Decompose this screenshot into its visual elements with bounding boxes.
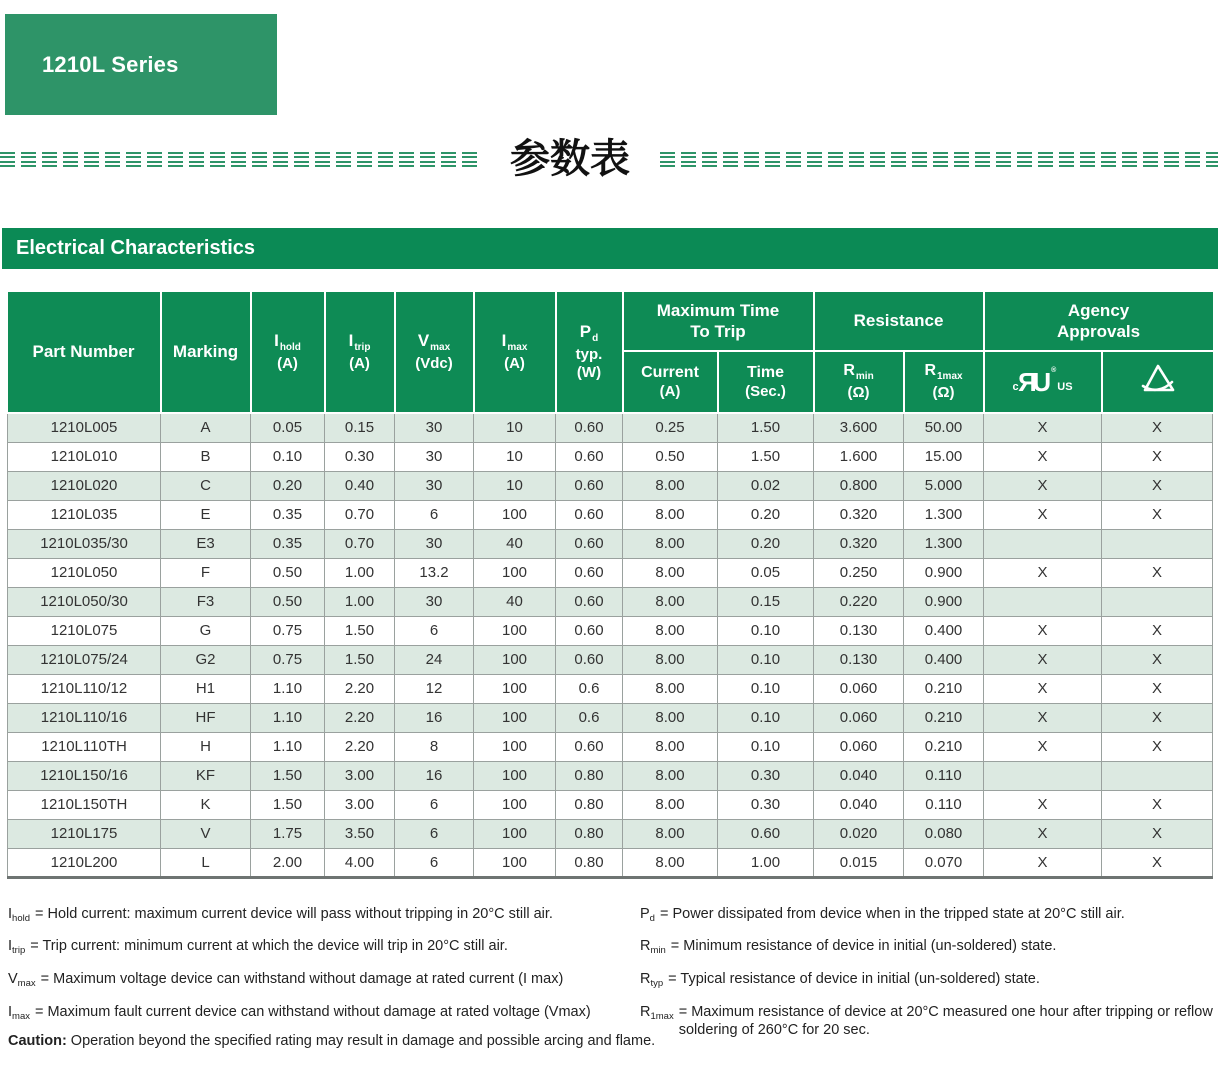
cell-v_max: 30 bbox=[395, 587, 474, 616]
dashed-rule-left bbox=[0, 152, 480, 167]
cell-tuv: X bbox=[1102, 616, 1213, 645]
cell-v_max: 30 bbox=[395, 442, 474, 471]
col-header-r-min: $R_{min}$ (Ω) bbox=[814, 351, 904, 413]
table-row bbox=[8, 587, 1213, 616]
cell-r_min: 0.130 bbox=[814, 645, 904, 674]
cell-i_trip: 0.70 bbox=[325, 500, 395, 529]
cell-trip_time: 0.60 bbox=[718, 819, 814, 848]
cell-part_number: 1210L050 bbox=[8, 558, 161, 587]
table-row bbox=[8, 761, 1213, 790]
cell-v_max: 6 bbox=[395, 790, 474, 819]
cell-part_number: 1210L110/16 bbox=[8, 703, 161, 732]
cell-r_1max: 0.110 bbox=[904, 790, 984, 819]
cell-i_hold: 0.05 bbox=[251, 413, 325, 442]
cell-ul: X bbox=[984, 413, 1102, 442]
cell-r_1max: 0.900 bbox=[904, 587, 984, 616]
cell-trip_current: 8.00 bbox=[623, 674, 718, 703]
cell-part_number: 1210L150/16 bbox=[8, 761, 161, 790]
cell-marking: G2 bbox=[161, 645, 251, 674]
cell-marking: K bbox=[161, 790, 251, 819]
cell-trip_current: 8.00 bbox=[623, 703, 718, 732]
cell-ul: X bbox=[984, 819, 1102, 848]
cell-v_max: 8 bbox=[395, 732, 474, 761]
cell-i_hold: 1.10 bbox=[251, 674, 325, 703]
cell-trip_current: 8.00 bbox=[623, 558, 718, 587]
cell-ul: X bbox=[984, 703, 1102, 732]
cell-part_number: 1210L110TH bbox=[8, 732, 161, 761]
cell-marking: C bbox=[161, 471, 251, 500]
cell-trip_time: 0.30 bbox=[718, 761, 814, 790]
cell-i_trip: 0.30 bbox=[325, 442, 395, 471]
page-title: 参数表 bbox=[510, 135, 630, 182]
cell-trip_current: 8.00 bbox=[623, 529, 718, 558]
cell-i_trip: 3.00 bbox=[325, 790, 395, 819]
cell-ul: X bbox=[984, 732, 1102, 761]
cell-i_hold: 2.00 bbox=[251, 848, 325, 877]
cell-trip_time: 1.00 bbox=[718, 848, 814, 877]
cell-r_1max: 50.00 bbox=[904, 413, 984, 442]
cell-r_min: 0.060 bbox=[814, 674, 904, 703]
table-row bbox=[8, 529, 1213, 558]
tuv-triangle-logo bbox=[1139, 363, 1177, 401]
cell-r_min: 0.060 bbox=[814, 732, 904, 761]
cell-marking: HF bbox=[161, 703, 251, 732]
cell-p_d: 0.60 bbox=[556, 413, 623, 442]
cell-i_hold: 0.75 bbox=[251, 645, 325, 674]
cell-trip_current: 8.00 bbox=[623, 848, 718, 877]
cell-p_d: 0.80 bbox=[556, 848, 623, 877]
cell-i_max: 100 bbox=[474, 645, 556, 674]
footnote-p-d: $P_d$ = Power dissipated from device when in the tripped state at 20°C still air. bbox=[640, 905, 1125, 924]
cell-r_1max: 5.000 bbox=[904, 471, 984, 500]
cell-marking: H bbox=[161, 732, 251, 761]
cell-p_d: 0.60 bbox=[556, 732, 623, 761]
cell-tuv: X bbox=[1102, 471, 1213, 500]
cell-ul bbox=[984, 761, 1102, 790]
cell-trip_current: 8.00 bbox=[623, 645, 718, 674]
cell-i_hold: 1.10 bbox=[251, 732, 325, 761]
col-header-r-1max: $R_{1max}$ (Ω) bbox=[904, 351, 984, 413]
cell-ul bbox=[984, 529, 1102, 558]
cell-i_trip: 4.00 bbox=[325, 848, 395, 877]
cell-i_trip: 2.20 bbox=[325, 732, 395, 761]
cell-i_trip: 1.00 bbox=[325, 558, 395, 587]
cell-p_d: 0.60 bbox=[556, 616, 623, 645]
cell-trip_time: 0.05 bbox=[718, 558, 814, 587]
cell-trip_time: 0.10 bbox=[718, 674, 814, 703]
cell-part_number: 1210L020 bbox=[8, 471, 161, 500]
cell-r_1max: 0.400 bbox=[904, 645, 984, 674]
caution-text: Operation beyond the specified rating may result in damage and possible arcing and flame. bbox=[70, 1033, 656, 1049]
col-header-tuv-approval bbox=[1102, 351, 1213, 413]
table-row bbox=[8, 819, 1213, 848]
table-row bbox=[8, 645, 1213, 674]
page-title-row bbox=[0, 133, 1218, 185]
cell-r_1max: 1.300 bbox=[904, 500, 984, 529]
cell-tuv: X bbox=[1102, 848, 1213, 877]
group-header-agency-approvals: Agency Approvals bbox=[984, 291, 1213, 351]
cell-trip_current: 0.25 bbox=[623, 413, 718, 442]
col-header-v-max: $V_{max}$ (Vdc) bbox=[395, 291, 474, 413]
cell-trip_time: 1.50 bbox=[718, 442, 814, 471]
cell-p_d: 0.60 bbox=[556, 471, 623, 500]
footnote-v-max: $V_{max}$ = Maximum voltage device can withstand without damage at rated current (I max) bbox=[8, 971, 564, 990]
table-row bbox=[8, 790, 1213, 819]
cell-trip_time: 0.02 bbox=[718, 471, 814, 500]
cell-v_max: 13.2 bbox=[395, 558, 474, 587]
caution-label: Caution: bbox=[8, 1033, 67, 1049]
cell-r_min: 0.130 bbox=[814, 616, 904, 645]
table-header bbox=[8, 291, 1213, 413]
cell-r_min: 0.320 bbox=[814, 500, 904, 529]
col-header-marking: Marking bbox=[161, 291, 251, 413]
cell-i_trip: 0.40 bbox=[325, 471, 395, 500]
col-header-ul-approval bbox=[984, 351, 1102, 413]
cell-ul: X bbox=[984, 442, 1102, 471]
cell-ul: X bbox=[984, 500, 1102, 529]
cell-i_max: 100 bbox=[474, 703, 556, 732]
cell-part_number: 1210L035/30 bbox=[8, 529, 161, 558]
cell-r_min: 0.320 bbox=[814, 529, 904, 558]
cell-i_max: 100 bbox=[474, 732, 556, 761]
group-header-max-time-to-trip: Maximum Time To Trip bbox=[623, 291, 814, 351]
series-badge-label: 1210L Series bbox=[42, 51, 179, 77]
cell-i_max: 40 bbox=[474, 529, 556, 558]
cell-i_trip: 0.15 bbox=[325, 413, 395, 442]
cell-i_hold: 1.50 bbox=[251, 790, 325, 819]
cell-tuv: X bbox=[1102, 500, 1213, 529]
cell-r_min: 0.040 bbox=[814, 790, 904, 819]
cell-v_max: 30 bbox=[395, 413, 474, 442]
cell-part_number: 1210L075 bbox=[8, 616, 161, 645]
cell-p_d: 0.60 bbox=[556, 558, 623, 587]
col-header-i-hold: $I_{hold}$ (A) bbox=[251, 291, 325, 413]
cell-trip_time: 0.10 bbox=[718, 703, 814, 732]
cell-i_hold: 1.75 bbox=[251, 819, 325, 848]
footnote-r-typ: $R_{typ}$ = Typical resistance of device in initial (un-soldered) state. bbox=[640, 971, 1040, 990]
cell-i_trip: 1.50 bbox=[325, 616, 395, 645]
col-header-i-max: $I_{max}$ (A) bbox=[474, 291, 556, 413]
cell-v_max: 24 bbox=[395, 645, 474, 674]
cell-part_number: 1210L175 bbox=[8, 819, 161, 848]
col-header-p-d: $P_d$ typ. (W) bbox=[556, 291, 623, 413]
footnote-i-trip: $I_{trip}$ = Trip current: minimum current at which the device will trip in 20°C still air. bbox=[8, 938, 508, 957]
cell-trip_time: 0.10 bbox=[718, 732, 814, 761]
cell-v_max: 6 bbox=[395, 819, 474, 848]
cell-tuv: X bbox=[1102, 819, 1213, 848]
cell-marking: B bbox=[161, 442, 251, 471]
cell-v_max: 30 bbox=[395, 529, 474, 558]
cell-i_max: 10 bbox=[474, 413, 556, 442]
cell-r_min: 3.600 bbox=[814, 413, 904, 442]
cell-trip_time: 0.20 bbox=[718, 529, 814, 558]
cell-tuv: X bbox=[1102, 790, 1213, 819]
cell-tuv: X bbox=[1102, 442, 1213, 471]
cell-v_max: 6 bbox=[395, 500, 474, 529]
cell-i_trip: 3.50 bbox=[325, 819, 395, 848]
cell-i_hold: 0.35 bbox=[251, 500, 325, 529]
cell-trip_current: 8.00 bbox=[623, 790, 718, 819]
cell-r_min: 0.060 bbox=[814, 703, 904, 732]
cell-i_hold: 0.20 bbox=[251, 471, 325, 500]
cell-part_number: 1210L035 bbox=[8, 500, 161, 529]
cell-i_max: 10 bbox=[474, 471, 556, 500]
cell-p_d: 0.6 bbox=[556, 674, 623, 703]
cell-v_max: 12 bbox=[395, 674, 474, 703]
cell-marking: F3 bbox=[161, 587, 251, 616]
cell-r_1max: 0.900 bbox=[904, 558, 984, 587]
cell-i_max: 40 bbox=[474, 587, 556, 616]
series-badge bbox=[5, 14, 277, 115]
cell-r_1max: 0.210 bbox=[904, 674, 984, 703]
cell-trip_current: 8.00 bbox=[623, 500, 718, 529]
cell-i_max: 100 bbox=[474, 616, 556, 645]
cell-i_hold: 1.10 bbox=[251, 703, 325, 732]
cell-tuv bbox=[1102, 761, 1213, 790]
cell-i_trip: 2.20 bbox=[325, 674, 395, 703]
cell-p_d: 0.80 bbox=[556, 790, 623, 819]
cell-p_d: 0.60 bbox=[556, 587, 623, 616]
table-row bbox=[8, 558, 1213, 587]
footnote-r-min: $R_{min}$ = Minimum resistance of device in initial (un-soldered) state. bbox=[640, 938, 1057, 957]
cell-r_min: 0.020 bbox=[814, 819, 904, 848]
cell-trip_time: 0.20 bbox=[718, 500, 814, 529]
cell-marking: E bbox=[161, 500, 251, 529]
cell-v_max: 16 bbox=[395, 761, 474, 790]
cell-r_1max: 15.00 bbox=[904, 442, 984, 471]
cell-trip_current: 8.00 bbox=[623, 819, 718, 848]
cell-ul: X bbox=[984, 616, 1102, 645]
table-row bbox=[8, 413, 1213, 442]
cell-part_number: 1210L050/30 bbox=[8, 587, 161, 616]
cell-r_min: 0.220 bbox=[814, 587, 904, 616]
footnote-i-max: $I_{max}$ = Maximum fault current device can withstand without damage at rated voltage (Vmax) bbox=[8, 1004, 591, 1023]
cell-r_1max: 0.210 bbox=[904, 703, 984, 732]
cell-r_min: 0.015 bbox=[814, 848, 904, 877]
table-row bbox=[8, 616, 1213, 645]
cell-i_max: 100 bbox=[474, 819, 556, 848]
table-row bbox=[8, 703, 1213, 732]
electrical-characteristics-table bbox=[7, 290, 1213, 879]
cell-marking: E3 bbox=[161, 529, 251, 558]
cell-i_trip: 1.00 bbox=[325, 587, 395, 616]
cell-v_max: 6 bbox=[395, 616, 474, 645]
cul-us-recognized-logo: c R U ® US bbox=[1012, 366, 1073, 397]
cell-p_d: 0.60 bbox=[556, 500, 623, 529]
cell-trip_current: 8.00 bbox=[623, 471, 718, 500]
cell-r_1max: 0.080 bbox=[904, 819, 984, 848]
cell-r_min: 1.600 bbox=[814, 442, 904, 471]
section-header bbox=[2, 228, 1218, 269]
cell-trip_time: 0.15 bbox=[718, 587, 814, 616]
footnote-i-hold: $I_{hold}$ = Hold current: maximum current device will pass without tripping in 20°C still air. bbox=[8, 905, 553, 924]
dashed-rule-right bbox=[660, 152, 1218, 167]
cell-marking: G bbox=[161, 616, 251, 645]
cell-p_d: 0.6 bbox=[556, 703, 623, 732]
cell-p_d: 0.80 bbox=[556, 761, 623, 790]
cell-i_trip: 1.50 bbox=[325, 645, 395, 674]
cell-r_min: 0.040 bbox=[814, 761, 904, 790]
col-header-trip-time: Time (Sec.) bbox=[718, 351, 814, 413]
cell-trip_time: 1.50 bbox=[718, 413, 814, 442]
table-row bbox=[8, 471, 1213, 500]
cell-tuv: X bbox=[1102, 558, 1213, 587]
section-header-label: Electrical Characteristics bbox=[16, 237, 256, 259]
cell-marking: H1 bbox=[161, 674, 251, 703]
cell-i_hold: 0.75 bbox=[251, 616, 325, 645]
caution-note bbox=[8, 1033, 1108, 1049]
cell-r_1max: 0.400 bbox=[904, 616, 984, 645]
cell-trip_current: 8.00 bbox=[623, 616, 718, 645]
cell-r_1max: 0.070 bbox=[904, 848, 984, 877]
cell-ul: X bbox=[984, 558, 1102, 587]
cell-tuv bbox=[1102, 587, 1213, 616]
table-row bbox=[8, 732, 1213, 761]
cell-i_hold: 0.50 bbox=[251, 587, 325, 616]
cell-tuv: X bbox=[1102, 732, 1213, 761]
cell-r_min: 0.250 bbox=[814, 558, 904, 587]
cell-trip_current: 8.00 bbox=[623, 732, 718, 761]
col-header-part-number: Part Number bbox=[8, 291, 161, 413]
table-row bbox=[8, 442, 1213, 471]
cell-i_max: 100 bbox=[474, 558, 556, 587]
cell-i_hold: 0.35 bbox=[251, 529, 325, 558]
cell-v_max: 30 bbox=[395, 471, 474, 500]
cell-trip_current: 8.00 bbox=[623, 587, 718, 616]
cell-tuv: X bbox=[1102, 413, 1213, 442]
cell-p_d: 0.60 bbox=[556, 529, 623, 558]
cell-ul: X bbox=[984, 848, 1102, 877]
cell-tuv: X bbox=[1102, 674, 1213, 703]
cell-marking: V bbox=[161, 819, 251, 848]
cell-i_max: 100 bbox=[474, 761, 556, 790]
cell-i_trip: 0.70 bbox=[325, 529, 395, 558]
cell-ul: X bbox=[984, 674, 1102, 703]
cell-i_trip: 3.00 bbox=[325, 761, 395, 790]
cell-trip_current: 0.50 bbox=[623, 442, 718, 471]
table-body bbox=[8, 413, 1213, 877]
col-header-trip-current: Current (A) bbox=[623, 351, 718, 413]
cell-p_d: 0.80 bbox=[556, 819, 623, 848]
cell-part_number: 1210L150TH bbox=[8, 790, 161, 819]
cell-trip_time: 0.10 bbox=[718, 645, 814, 674]
cell-i_trip: 2.20 bbox=[325, 703, 395, 732]
col-header-i-trip: $I_{trip}$ (A) bbox=[325, 291, 395, 413]
footnotes-right-column bbox=[640, 898, 1213, 1046]
cell-part_number: 1210L110/12 bbox=[8, 674, 161, 703]
cell-i_hold: 1.50 bbox=[251, 761, 325, 790]
cell-p_d: 0.60 bbox=[556, 442, 623, 471]
cell-marking: KF bbox=[161, 761, 251, 790]
cell-v_max: 6 bbox=[395, 848, 474, 877]
footnote-r-1max: $R_{1max}$ = Maximum resistance of device at 20°C measured one hour after tripping or reflow soldering of 260°C for 20 sec. bbox=[640, 1004, 1213, 1039]
cell-ul bbox=[984, 587, 1102, 616]
table-row bbox=[8, 674, 1213, 703]
cell-ul: X bbox=[984, 471, 1102, 500]
cell-r_min: 0.800 bbox=[814, 471, 904, 500]
table-row bbox=[8, 500, 1213, 529]
cell-i_hold: 0.10 bbox=[251, 442, 325, 471]
cell-i_max: 100 bbox=[474, 848, 556, 877]
cell-tuv: X bbox=[1102, 645, 1213, 674]
cell-part_number: 1210L075/24 bbox=[8, 645, 161, 674]
cell-trip_time: 0.10 bbox=[718, 616, 814, 645]
footnotes-left-column bbox=[8, 898, 626, 1046]
table-row bbox=[8, 848, 1213, 877]
cell-part_number: 1210L010 bbox=[8, 442, 161, 471]
footnotes bbox=[8, 898, 1213, 1046]
cell-ul: X bbox=[984, 645, 1102, 674]
cell-ul: X bbox=[984, 790, 1102, 819]
cell-tuv bbox=[1102, 529, 1213, 558]
cell-marking: L bbox=[161, 848, 251, 877]
group-header-resistance: Resistance bbox=[814, 291, 984, 351]
cell-i_hold: 0.50 bbox=[251, 558, 325, 587]
cell-i_max: 10 bbox=[474, 442, 556, 471]
cell-marking: F bbox=[161, 558, 251, 587]
cell-i_max: 100 bbox=[474, 674, 556, 703]
cell-v_max: 16 bbox=[395, 703, 474, 732]
cell-r_1max: 0.210 bbox=[904, 732, 984, 761]
cell-trip_time: 0.30 bbox=[718, 790, 814, 819]
cell-r_1max: 0.110 bbox=[904, 761, 984, 790]
cell-r_1max: 1.300 bbox=[904, 529, 984, 558]
cell-p_d: 0.60 bbox=[556, 645, 623, 674]
cell-i_max: 100 bbox=[474, 790, 556, 819]
cell-i_max: 100 bbox=[474, 500, 556, 529]
cell-part_number: 1210L200 bbox=[8, 848, 161, 877]
cell-marking: A bbox=[161, 413, 251, 442]
cell-trip_current: 8.00 bbox=[623, 761, 718, 790]
cell-tuv: X bbox=[1102, 703, 1213, 732]
cell-part_number: 1210L005 bbox=[8, 413, 161, 442]
